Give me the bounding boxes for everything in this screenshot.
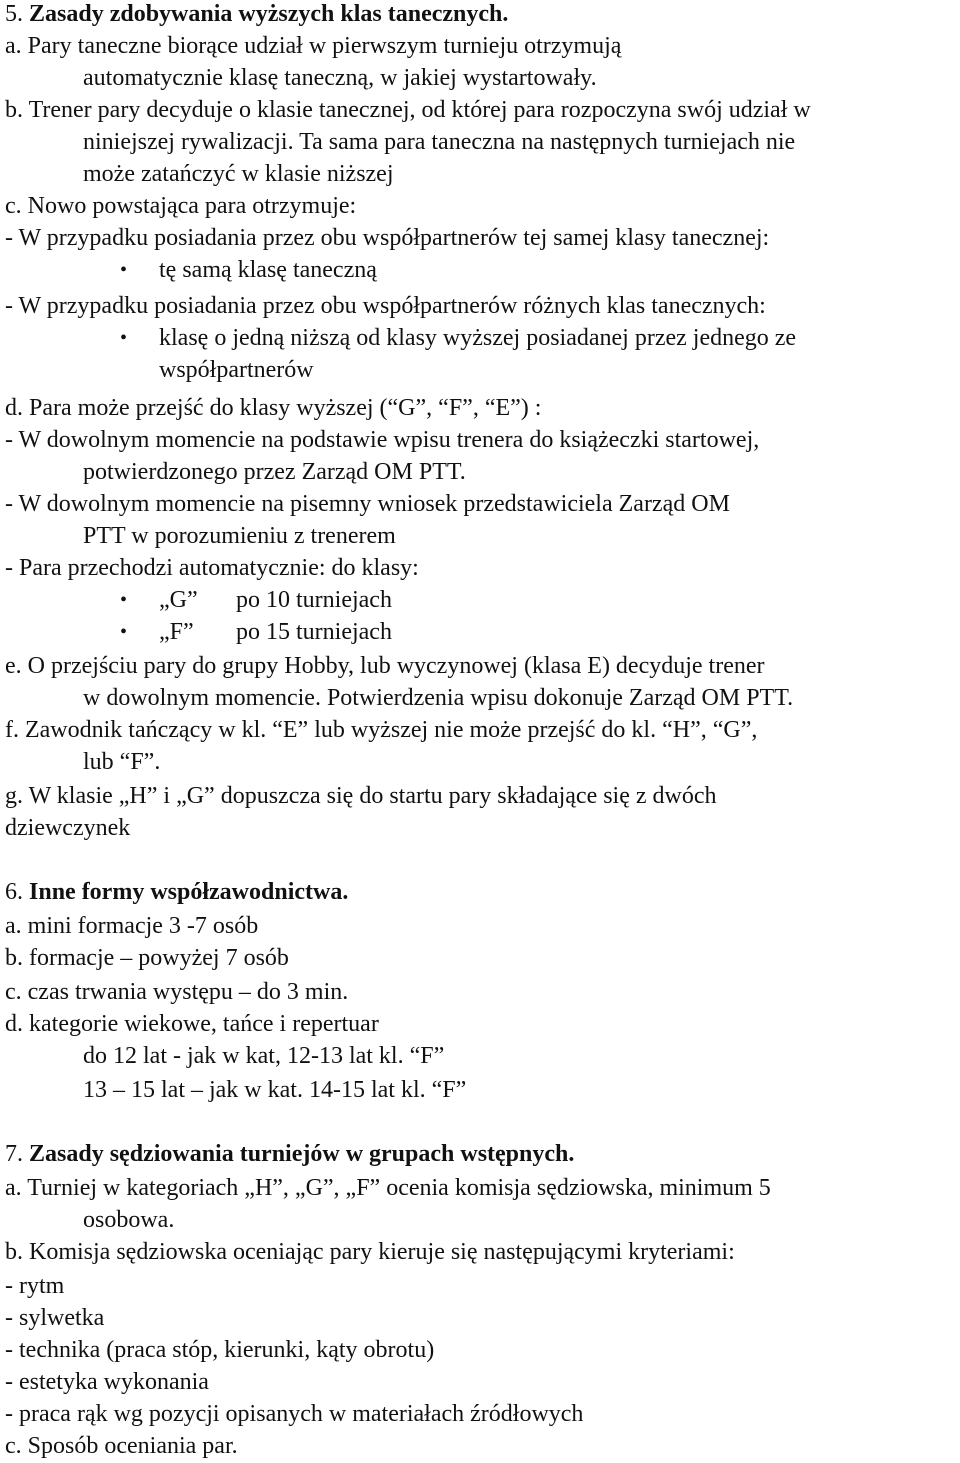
text-line: a. mini formacje 3 -7 osób: [5, 913, 259, 939]
bullet-icon: •: [120, 327, 128, 349]
list-item: - estetyka wykonania: [5, 1369, 209, 1395]
text-line: - W przypadku posiadania przez obu współpartnerów tej samej klasy tanecznej:: [5, 225, 770, 251]
bullet-text: klasę o jedną niższą od klasy wyższej posiadanej przez jednego ze: [159, 325, 797, 351]
text-line: osobowa.: [83, 1207, 175, 1233]
text-line: a. Pary taneczne biorące udział w pierwszym turnieju otrzymują: [5, 33, 622, 59]
text-line: c. Sposób oceniania par.: [5, 1433, 238, 1459]
text-line: g. W klasie „H” i „G” dopuszcza się do startu pary składające się z dwóch: [5, 783, 717, 809]
section-title: Inne formy współzawodnictwa.: [29, 879, 349, 905]
text-line: do 12 lat - jak w kat, 12-13 lat kl. “F”: [83, 1043, 445, 1069]
text-line: - W dowolnym momencie na pisemny wniosek przedstawiciela Zarząd OM: [5, 491, 730, 517]
class-label: „G”: [159, 587, 198, 613]
list-item: - rytm: [5, 1273, 65, 1299]
text-line: f. Zawodnik tańczący w kl. “E” lub wyższej nie może przejść do kl. “H”, “G”,: [5, 717, 758, 743]
text-line: c. Nowo powstająca para otrzymuje:: [5, 193, 357, 219]
text-line: potwierdzonego przez Zarząd OM PTT.: [83, 459, 466, 485]
list-item: - technika (praca stóp, kierunki, kąty obrotu): [5, 1337, 435, 1363]
text-line: automatycznie klasę taneczną, w jakiej wystartowały.: [83, 65, 597, 91]
text-line: PTT w porozumieniu z trenerem: [83, 523, 396, 549]
text-line: b. formacje – powyżej 7 osób: [5, 945, 289, 971]
text-line: lub “F”.: [83, 749, 161, 775]
list-item: - sylwetka: [5, 1305, 105, 1331]
text-line: e. O przejściu pary do grupy Hobby, lub wyczynowej (klasa E) decyduje trener: [5, 653, 765, 679]
section-number: 6.: [5, 879, 23, 905]
text-line: w dowolnym momencie. Potwierdzenia wpisu dokonuje Zarząd OM PTT.: [83, 685, 794, 711]
bullet-text: tę samą klasę taneczną: [159, 257, 377, 283]
section-7-heading: [5, 1138, 960, 1170]
section-5-heading: [5, 0, 960, 30]
text-line: b. Komisja sędziowska oceniając pary kieruje się następującymi kryteriami:: [5, 1239, 735, 1265]
list-item: - praca rąk wg pozycji opisanych w materiałach źródłowych: [5, 1401, 584, 1427]
text-line: 13 – 15 lat – jak w kat. 14-15 lat kl. “F”: [83, 1077, 467, 1103]
text-line: współpartnerów: [159, 357, 314, 383]
section-title: Zasady zdobywania wyższych klas tanecznych.: [29, 1, 509, 27]
text-line: d. kategorie wiekowe, tańce i repertuar: [5, 1011, 379, 1037]
text-line: niniejszej rywalizacji. Ta sama para taneczna na następnych turniejach nie: [83, 129, 796, 155]
bullet-icon: •: [120, 589, 128, 611]
text-line: może zatańczyć w klasie niższej: [83, 161, 394, 187]
text-line: d. Para może przejść do klasy wyższej (“G”, “F”, “E”) :: [5, 395, 542, 421]
text-line: dziewczynek: [5, 815, 131, 841]
text-line: - W przypadku posiadania przez obu współpartnerów różnych klas tanecznych:: [5, 293, 766, 319]
bullet-icon: •: [120, 621, 128, 643]
text-line: - Para przechodzi automatycznie: do klasy:: [5, 555, 419, 581]
text-line: - W dowolnym momencie na podstawie wpisu trenera do książeczki startowej,: [5, 427, 760, 453]
class-requirement: po 10 turniejach: [236, 587, 392, 613]
text-line: c. czas trwania występu – do 3 min.: [5, 979, 349, 1005]
text-line: b. Trener pary decyduje o klasie tanecznej, od której para rozpoczyna swój udział w: [5, 97, 811, 123]
bullet-icon: •: [120, 259, 128, 281]
class-requirement: po 15 turniejach: [236, 619, 392, 645]
section-6-heading: [5, 876, 960, 908]
section-number: 5.: [5, 1, 23, 27]
section-number: 7.: [5, 1141, 23, 1167]
class-label: „F”: [159, 619, 194, 645]
text-line: a. Turniej w kategoriach „H”, „G”, „F” ocenia komisja sędziowska, minimum 5: [5, 1175, 771, 1201]
section-title: Zasady sędziowania turniejów w grupach wstępnych.: [29, 1141, 575, 1167]
